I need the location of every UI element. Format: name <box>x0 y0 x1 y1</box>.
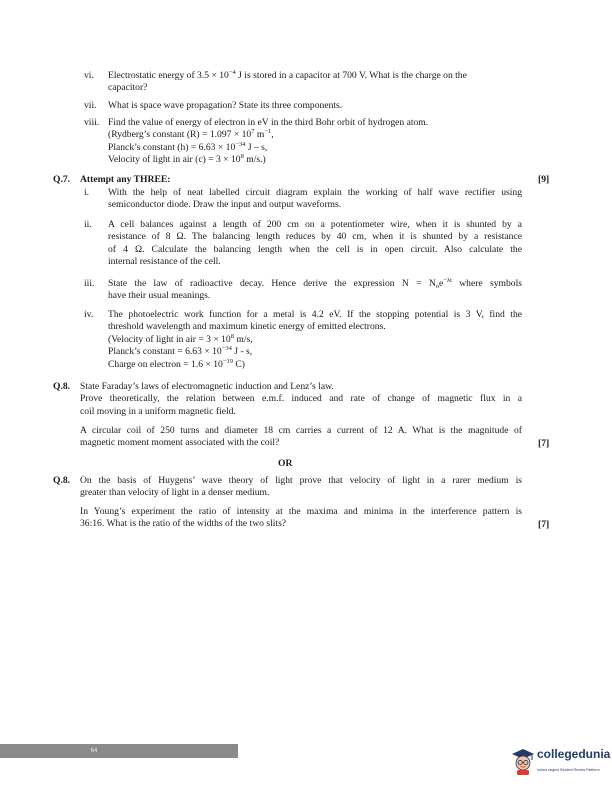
decay-exponent: −λt <box>443 277 452 284</box>
planck-end: J – s, <box>245 141 268 153</box>
q8a-label: Q.8. <box>53 381 71 392</box>
question-vi-text-b: J is stored in a capacitor at 700 V. What is the charge on the <box>235 70 467 81</box>
brand-name: collegedunia <box>537 747 611 761</box>
iv-e-text: Charge on electron = 1.6 × 10 <box>108 358 223 370</box>
question-viii-text: Find the value of energy of electron in eV in the third Bohr orbit of hydrogen atom. <box>108 117 429 128</box>
light-text: Velocity of light in air (c) = 3 × 10 <box>108 154 241 166</box>
q7-i-line1: With the help of neat labelled circuit diagram explain the working of half wave rectifier using <box>108 187 522 198</box>
question-viii <box>108 117 522 167</box>
q7-iii-line1b: where symbols <box>451 278 522 289</box>
q7-ii-line2: resistance of 8 Ω. The balancing length reduces by 40 cm, when it is shunted by a resistance <box>108 231 522 243</box>
q7-label: Q.7. <box>53 174 71 185</box>
q7-iv-line1: The photoelectric work function for a metal is 4.2 eV. If the stopping potential is 3 V, find the <box>108 309 522 320</box>
question-vi-text-a: Electrostatic energy of 3.5 × 10 <box>108 70 229 81</box>
q8b-problem <box>80 506 522 531</box>
q8a-line4: A circular coil of 250 turns and diameter 18 cm carries a current of 12 A. What is the magnitude of <box>80 425 522 436</box>
q7-ii-line4: internal resistance of the cell. <box>108 256 221 268</box>
q7-i <box>108 187 522 212</box>
rydberg-text: (Rydberg’s constant (R) = 1.097 × 10 <box>108 129 252 141</box>
iv-e-exp: −19 <box>222 357 233 365</box>
iv-c-end: m/s, <box>233 333 253 345</box>
question-vi-text-c: capacitor? <box>108 82 148 94</box>
light-end: m/s.) <box>243 154 266 166</box>
rydberg-unit: m <box>254 129 265 141</box>
iv-e-end: C) <box>233 358 245 370</box>
q8a-marks: [7] <box>538 438 550 449</box>
iv-c-exp: 8 <box>230 332 234 340</box>
question-vi <box>108 70 522 95</box>
q8a-line3: coil moving in a uniform magnetic field. <box>80 405 236 417</box>
q8b-marks: [7] <box>538 519 550 530</box>
q7-iii-line2: have their usual meanings. <box>108 290 211 302</box>
q7-i-number: i. <box>84 187 90 198</box>
collegedunia-logo <box>510 744 611 778</box>
or-separator: OR <box>278 458 293 469</box>
iv-h-end: J - s, <box>231 346 253 358</box>
n-subscript: o <box>435 283 440 290</box>
q8a-line1: State Faraday’s laws of electromagnetic induction and Lenz’s law. <box>80 381 334 392</box>
iv-h-exp: −34 <box>221 345 232 353</box>
q7-ii <box>108 219 522 269</box>
rydberg-exp1: 7 <box>251 128 255 136</box>
energy-exponent: −4 <box>228 69 236 76</box>
q8b-line3: In Young’s experiment the ratio of intensity at the maxima and minima in the interference pattern is <box>80 506 522 517</box>
q7-iii-number: iii. <box>84 278 95 289</box>
q7-ii-line1: A cell balances against a length of 200 cm on a potentiometer wire, when it is shunted by a <box>108 219 522 230</box>
q7-ii-line3: of 4 Ω. Calculate the balancing length when the cell is in open circuit. Also calculate the <box>108 243 522 255</box>
rydberg-exp2: −1 <box>264 128 272 136</box>
q8a <box>80 381 522 418</box>
iv-c-text: (Velocity of light in air = 3 × 10 <box>108 333 231 345</box>
q8a-line5: magnetic moment moment associated with the coil? <box>80 437 280 449</box>
q8b-line1: On the basis of Huygens’ wave theory of light prove that velocity of light in a rarer medium is <box>80 475 522 486</box>
planck-exp: −34 <box>235 140 246 148</box>
light-exp: 8 <box>240 153 244 161</box>
planck-text: Planck’s constant (h) = 6.63 × 10 <box>108 141 236 153</box>
q7-iv <box>108 309 522 371</box>
q7-iii <box>108 278 522 303</box>
q8b-line4: 36:16. What is the ratio of the widths of the two slits? <box>80 518 287 530</box>
rydberg-end: , <box>271 129 274 141</box>
q8b <box>80 475 522 500</box>
question-number-vii: vii. <box>84 100 97 111</box>
student-mascot-icon <box>510 746 536 776</box>
q8a-problem <box>80 425 522 450</box>
footer-bar <box>0 744 238 758</box>
q7-iv-line2: threshold wavelength and maximum kinetic energy of emitted electrons. <box>108 321 386 333</box>
q7-ii-number: ii. <box>84 219 92 230</box>
q7-i-line2: semiconductor diode. Draw the input and output waveforms. <box>108 199 342 211</box>
page-number: 64 <box>90 748 98 754</box>
question-vii: What is space wave propagation? State its three components. <box>108 100 343 111</box>
q8b-label: Q.8. <box>53 475 71 486</box>
question-number-viii: viii. <box>84 117 100 128</box>
e-base: e <box>439 278 444 289</box>
q8b-line2: greater than velocity of light in a denser medium. <box>80 487 270 499</box>
brand-tagline: India's largest Student Review Platform <box>537 768 600 772</box>
q7-marks: [9] <box>538 174 550 185</box>
q7-iii-line1a: State the law of radioactive decay. Hence derive the expression N = N <box>108 278 436 289</box>
q7-iv-number: iv. <box>84 309 94 320</box>
iv-h-text: Planck’s constant = 6.63 × 10 <box>108 346 222 358</box>
q8a-line2: Prove theoretically, the relation between e.m.f. induced and rate of change of magnetic flux in a <box>80 393 522 405</box>
question-number-vi: vi. <box>84 70 94 81</box>
q7-heading: Attempt any THREE: <box>80 174 171 185</box>
